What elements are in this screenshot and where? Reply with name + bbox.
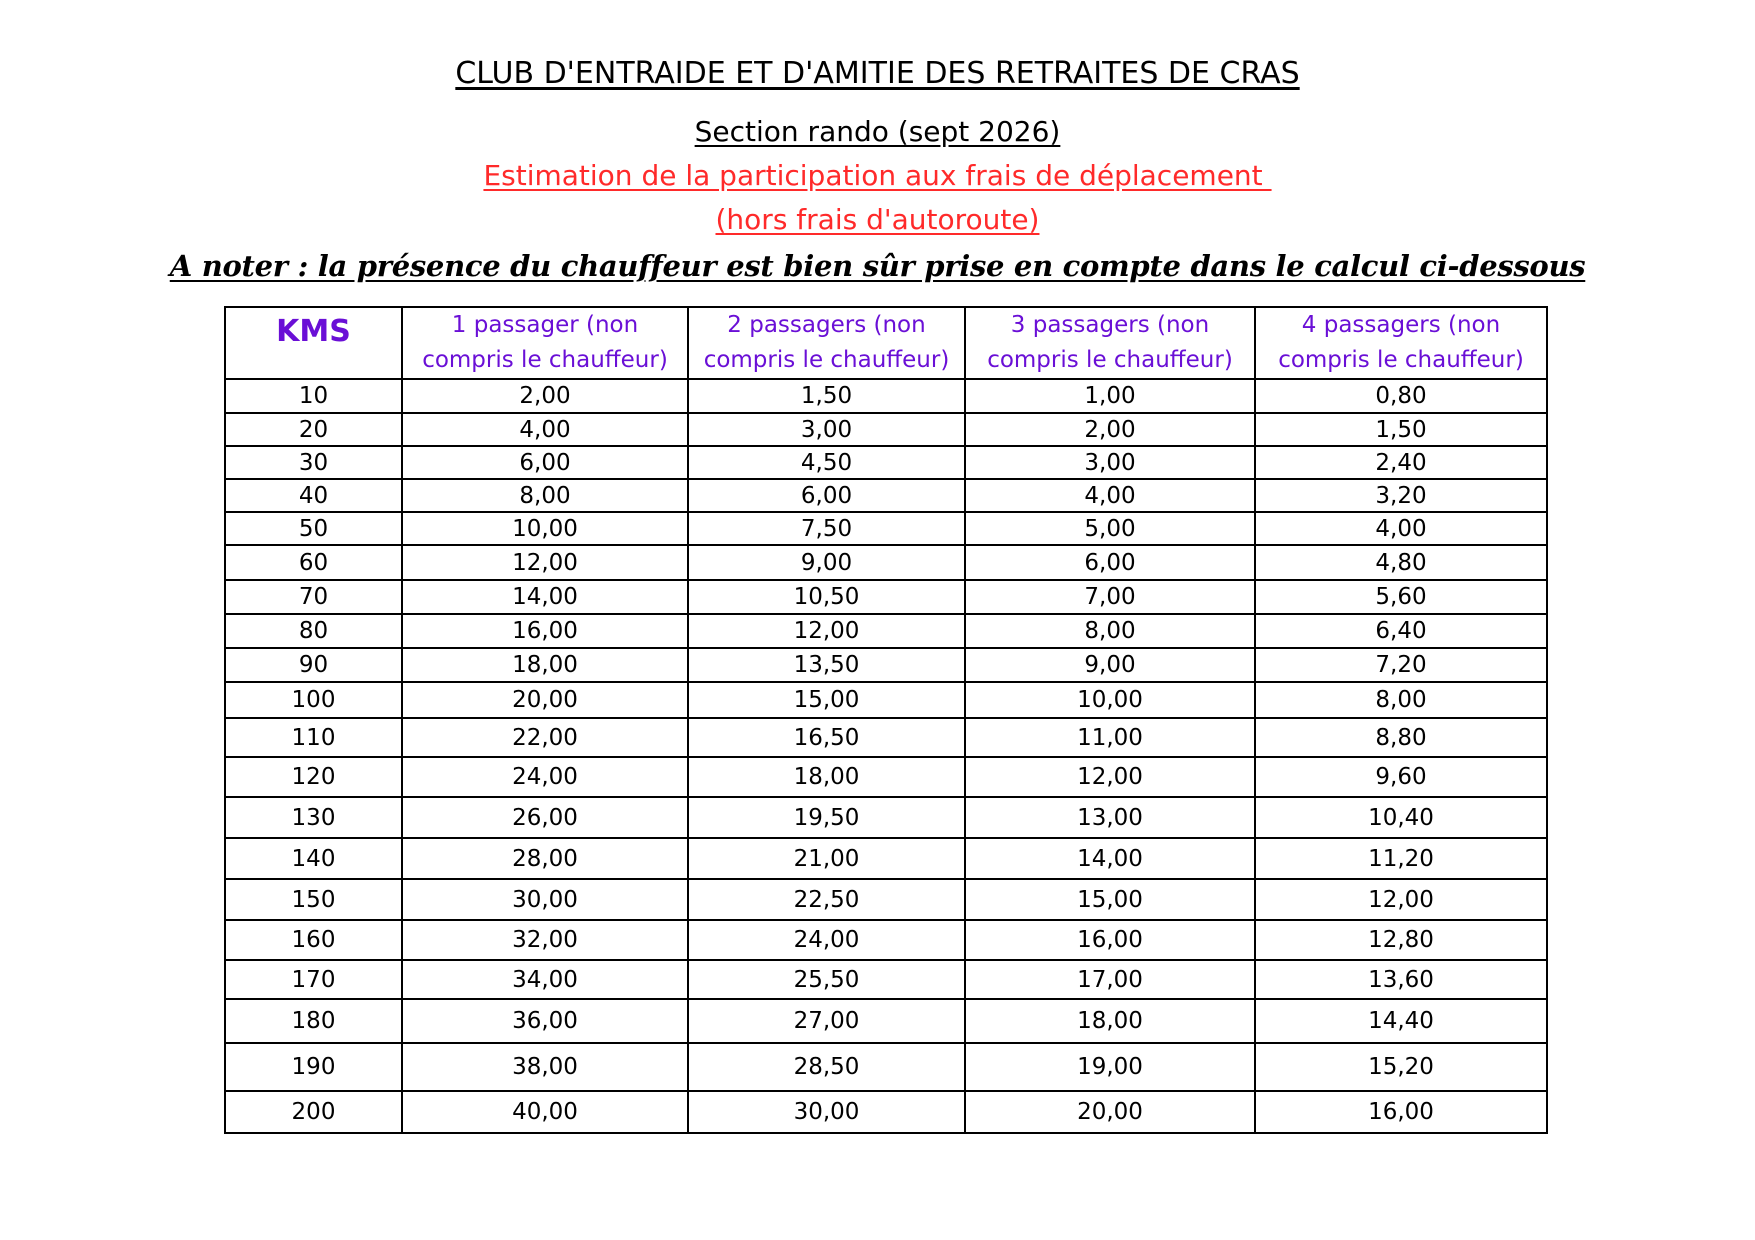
cell-4-passengers: 2,40: [1255, 446, 1547, 479]
cell-3-passengers: 17,00: [965, 960, 1255, 999]
header-line2: compris le chauffeur): [987, 347, 1233, 373]
cell-2-passengers: 7,50: [688, 512, 965, 545]
cell-1-passenger: 18,00: [402, 648, 688, 682]
cell-3-passengers: 15,00: [965, 879, 1255, 920]
table-row: [225, 999, 1547, 1043]
cell-kms: 20: [225, 413, 402, 446]
cell-2-passengers: 15,00: [688, 682, 965, 718]
page-title: CLUB D'ENTRAIDE ET D'AMITIE DES RETRAITES DE CRAS: [455, 56, 1300, 91]
cell-4-passengers: 11,20: [1255, 838, 1547, 879]
participation-table: [224, 306, 1548, 1134]
estimation-subheading: (hors frais d'autoroute): [715, 203, 1040, 236]
cell-2-passengers: 28,50: [688, 1043, 965, 1091]
estimation-heading: Estimation de la participation aux frais de déplacement: [483, 159, 1272, 192]
cell-1-passenger: 22,00: [402, 718, 688, 757]
cell-1-passenger: 30,00: [402, 879, 688, 920]
cell-kms: 190: [225, 1043, 402, 1091]
cell-3-passengers: 1,00: [965, 379, 1255, 413]
cell-kms: 200: [225, 1091, 402, 1133]
table-row: [225, 379, 1547, 413]
table-row: [225, 545, 1547, 580]
cell-1-passenger: 20,00: [402, 682, 688, 718]
cell-2-passengers: 3,00: [688, 413, 965, 446]
cell-4-passengers: 0,80: [1255, 379, 1547, 413]
cell-1-passenger: 12,00: [402, 545, 688, 580]
header-line1: 4 passagers (non: [1301, 312, 1501, 338]
cell-kms: 180: [225, 999, 402, 1043]
cell-4-passengers: 8,80: [1255, 718, 1547, 757]
cell-1-passenger: 14,00: [402, 580, 688, 614]
cell-4-passengers: 4,00: [1255, 512, 1547, 545]
cell-2-passengers: 27,00: [688, 999, 965, 1043]
table-row: [225, 797, 1547, 838]
cell-kms: 130: [225, 797, 402, 838]
cell-kms: 60: [225, 545, 402, 580]
cell-4-passengers: 1,50: [1255, 413, 1547, 446]
cell-kms: 50: [225, 512, 402, 545]
cell-4-passengers: 12,80: [1255, 920, 1547, 960]
header-kms: [225, 307, 402, 379]
cell-2-passengers: 1,50: [688, 379, 965, 413]
cell-3-passengers: 9,00: [965, 648, 1255, 682]
cell-1-passenger: 26,00: [402, 797, 688, 838]
cell-2-passengers: 22,50: [688, 879, 965, 920]
table-row: [225, 479, 1547, 512]
cell-4-passengers: 5,60: [1255, 580, 1547, 614]
cell-2-passengers: 30,00: [688, 1091, 965, 1133]
cell-2-passengers: 18,00: [688, 757, 965, 797]
cell-kms: 40: [225, 479, 402, 512]
header-row: [225, 307, 1547, 379]
cell-2-passengers: 12,00: [688, 614, 965, 648]
cell-4-passengers: 8,00: [1255, 682, 1547, 718]
cell-1-passenger: 16,00: [402, 614, 688, 648]
cell-2-passengers: 9,00: [688, 545, 965, 580]
table-row: [225, 446, 1547, 479]
table-row: [225, 1091, 1547, 1133]
cell-1-passenger: 4,00: [402, 413, 688, 446]
driver-note: A noter : la présence du chauffeur est bien sûr prise en compte dans le calcul ci-dessous: [169, 249, 1586, 283]
table-row: [225, 614, 1547, 648]
header-line2: compris le chauffeur): [422, 347, 668, 373]
cell-kms: 120: [225, 757, 402, 797]
cell-1-passenger: 8,00: [402, 479, 688, 512]
cell-1-passenger: 36,00: [402, 999, 688, 1043]
cell-kms: 90: [225, 648, 402, 682]
table-body: [225, 379, 1547, 1133]
table-row: [225, 718, 1547, 757]
cell-2-passengers: 16,50: [688, 718, 965, 757]
cell-kms: 170: [225, 960, 402, 999]
cell-3-passengers: 7,00: [965, 580, 1255, 614]
cell-1-passenger: 32,00: [402, 920, 688, 960]
cell-kms: 10: [225, 379, 402, 413]
cell-4-passengers: 13,60: [1255, 960, 1547, 999]
cell-1-passenger: 28,00: [402, 838, 688, 879]
cell-4-passengers: 15,20: [1255, 1043, 1547, 1091]
cell-4-passengers: 12,00: [1255, 879, 1547, 920]
cell-2-passengers: 21,00: [688, 838, 965, 879]
cell-4-passengers: 3,20: [1255, 479, 1547, 512]
header-4-passengers: [1255, 307, 1547, 379]
cell-2-passengers: 24,00: [688, 920, 965, 960]
header-kms-label: KMS: [276, 314, 351, 349]
cell-2-passengers: 4,50: [688, 446, 965, 479]
table-row: [225, 838, 1547, 879]
cell-1-passenger: 24,00: [402, 757, 688, 797]
table-row: [225, 413, 1547, 446]
cell-3-passengers: 18,00: [965, 999, 1255, 1043]
cell-3-passengers: 20,00: [965, 1091, 1255, 1133]
cell-1-passenger: 38,00: [402, 1043, 688, 1091]
table-row: [225, 879, 1547, 920]
table-row: [225, 580, 1547, 614]
cell-4-passengers: 9,60: [1255, 757, 1547, 797]
table-row: [225, 1043, 1547, 1091]
cell-3-passengers: 13,00: [965, 797, 1255, 838]
table-row: [225, 512, 1547, 545]
cell-3-passengers: 10,00: [965, 682, 1255, 718]
cell-kms: 80: [225, 614, 402, 648]
cell-2-passengers: 10,50: [688, 580, 965, 614]
cell-4-passengers: 16,00: [1255, 1091, 1547, 1133]
cell-kms: 140: [225, 838, 402, 879]
cell-kms: 150: [225, 879, 402, 920]
cell-kms: 100: [225, 682, 402, 718]
cell-3-passengers: 6,00: [965, 545, 1255, 580]
cell-3-passengers: 3,00: [965, 446, 1255, 479]
cell-kms: 30: [225, 446, 402, 479]
header-2-passengers: [688, 307, 965, 379]
section-subtitle: Section rando (sept 2026): [694, 115, 1061, 148]
cell-3-passengers: 16,00: [965, 920, 1255, 960]
header-line1: 2 passagers (non: [727, 312, 926, 338]
cell-4-passengers: 7,20: [1255, 648, 1547, 682]
cell-3-passengers: 12,00: [965, 757, 1255, 797]
cell-4-passengers: 4,80: [1255, 545, 1547, 580]
table-row: [225, 757, 1547, 797]
cell-2-passengers: 25,50: [688, 960, 965, 999]
table-row: [225, 960, 1547, 999]
header-line2: compris le chauffeur): [703, 347, 950, 373]
cell-4-passengers: 6,40: [1255, 614, 1547, 648]
header-3-passengers: [965, 307, 1255, 379]
cell-2-passengers: 13,50: [688, 648, 965, 682]
cell-kms: 70: [225, 580, 402, 614]
cell-1-passenger: 34,00: [402, 960, 688, 999]
cell-1-passenger: 2,00: [402, 379, 688, 413]
header-line1: 1 passager (non: [451, 312, 639, 338]
cell-4-passengers: 14,40: [1255, 999, 1547, 1043]
cell-4-passengers: 10,40: [1255, 797, 1547, 838]
header-line1: 3 passagers (non: [1010, 312, 1210, 338]
cell-kms: 110: [225, 718, 402, 757]
cell-3-passengers: 5,00: [965, 512, 1255, 545]
table-row: [225, 648, 1547, 682]
header-1-passenger: [402, 307, 688, 379]
cell-3-passengers: 8,00: [965, 614, 1255, 648]
cell-3-passengers: 4,00: [965, 479, 1255, 512]
cell-3-passengers: 14,00: [965, 838, 1255, 879]
cell-1-passenger: 10,00: [402, 512, 688, 545]
cell-1-passenger: 40,00: [402, 1091, 688, 1133]
cell-2-passengers: 6,00: [688, 479, 965, 512]
table-row: [225, 682, 1547, 718]
cell-3-passengers: 2,00: [965, 413, 1255, 446]
table-row: [225, 920, 1547, 960]
header-line2: compris le chauffeur): [1278, 347, 1524, 373]
cell-kms: 160: [225, 920, 402, 960]
cell-3-passengers: 19,00: [965, 1043, 1255, 1091]
cell-2-passengers: 19,50: [688, 797, 965, 838]
cell-1-passenger: 6,00: [402, 446, 688, 479]
cell-3-passengers: 11,00: [965, 718, 1255, 757]
